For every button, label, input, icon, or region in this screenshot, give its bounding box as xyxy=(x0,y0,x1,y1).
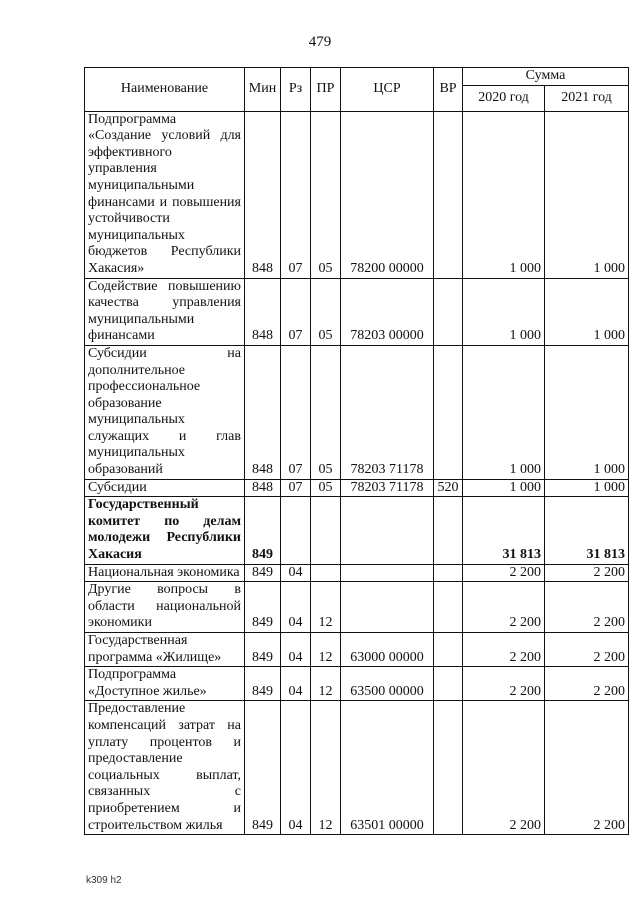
cell-vr xyxy=(434,701,463,835)
cell-sum-2021: 1 000 xyxy=(545,278,629,345)
cell-pr: 05 xyxy=(311,345,341,479)
cell-name: Содействие повышению качества управления муниципальными финансами xyxy=(85,278,245,345)
cell-sum-2020: 1 000 xyxy=(463,278,545,345)
cell-pr: 12 xyxy=(311,582,341,633)
cell-sum-2020: 31 813 xyxy=(463,497,545,564)
cell-rz: 04 xyxy=(281,633,311,667)
cell-sum-2020: 1 000 xyxy=(463,479,545,497)
cell-sum-2020: 2 200 xyxy=(463,701,545,835)
header-rz: Рз xyxy=(281,68,311,112)
header-pr: ПР xyxy=(311,68,341,112)
cell-vr xyxy=(434,278,463,345)
cell-csr xyxy=(341,564,434,582)
header-name: Наименование xyxy=(85,68,245,112)
cell-sum-2021: 2 200 xyxy=(545,582,629,633)
cell-name: Подпрограмма «Доступное жилье» xyxy=(85,667,245,701)
cell-sum-2021: 2 200 xyxy=(545,564,629,582)
cell-pr xyxy=(311,564,341,582)
cell-sum-2021: 2 200 xyxy=(545,633,629,667)
table-row xyxy=(85,582,629,633)
cell-vr xyxy=(434,633,463,667)
cell-min: 848 xyxy=(245,278,281,345)
cell-csr: 78203 71178 xyxy=(341,345,434,479)
cell-rz: 04 xyxy=(281,564,311,582)
cell-csr: 63500 00000 xyxy=(341,667,434,701)
cell-name: Другие вопросы в области национальной экономики xyxy=(85,582,245,633)
cell-pr: 12 xyxy=(311,701,341,835)
page-number: 479 xyxy=(308,34,332,50)
cell-min: 848 xyxy=(245,345,281,479)
table-row xyxy=(85,497,629,564)
table-body xyxy=(85,111,629,835)
header-year-2020: 2020 год xyxy=(463,85,545,111)
cell-name: Подпрограмма «Создание условий для эффективного управления муниципальными финансами и повышения устойчивости муниципальных бюджетов Республики Хакасия» xyxy=(85,111,245,278)
cell-csr: 78203 00000 xyxy=(341,278,434,345)
cell-rz: 04 xyxy=(281,582,311,633)
cell-rz: 07 xyxy=(281,345,311,479)
cell-vr xyxy=(434,582,463,633)
cell-rz: 04 xyxy=(281,701,311,835)
cell-sum-2020: 1 000 xyxy=(463,111,545,278)
cell-name: Предоставление компенсаций затрат на уплату процентов и предоставление социальных выплат, связанных с приобретением и строительством жилья xyxy=(85,701,245,835)
cell-vr xyxy=(434,564,463,582)
table-row xyxy=(85,564,629,582)
cell-vr xyxy=(434,345,463,479)
cell-min: 849 xyxy=(245,497,281,564)
cell-vr: 520 xyxy=(434,479,463,497)
table-row xyxy=(85,345,629,479)
table-row xyxy=(85,667,629,701)
cell-csr: 78203 71178 xyxy=(341,479,434,497)
cell-pr: 05 xyxy=(311,111,341,278)
budget-table xyxy=(84,67,629,835)
header-sum: Сумма xyxy=(463,68,629,86)
cell-sum-2021: 1 000 xyxy=(545,111,629,278)
cell-vr xyxy=(434,111,463,278)
cell-pr: 05 xyxy=(311,479,341,497)
cell-rz: 07 xyxy=(281,111,311,278)
cell-min: 849 xyxy=(245,582,281,633)
cell-sum-2020: 2 200 xyxy=(463,582,545,633)
cell-sum-2020: 1 000 xyxy=(463,345,545,479)
cell-min: 849 xyxy=(245,633,281,667)
cell-vr xyxy=(434,497,463,564)
cell-pr: 12 xyxy=(311,667,341,701)
cell-name: Государственная программа «Жилище» xyxy=(85,633,245,667)
header-min: Мин xyxy=(245,68,281,112)
table-row xyxy=(85,278,629,345)
cell-sum-2021: 1 000 xyxy=(545,479,629,497)
cell-rz: 04 xyxy=(281,667,311,701)
cell-min: 849 xyxy=(245,701,281,835)
header-vr: ВР xyxy=(434,68,463,112)
cell-sum-2020: 2 200 xyxy=(463,564,545,582)
cell-name: Государственный комитет по делам молодежи Республики Хакасия xyxy=(85,497,245,564)
cell-csr xyxy=(341,497,434,564)
cell-csr: 78200 00000 xyxy=(341,111,434,278)
cell-sum-2020: 2 200 xyxy=(463,633,545,667)
cell-name: Национальная экономика xyxy=(85,564,245,582)
cell-sum-2021: 2 200 xyxy=(545,701,629,835)
cell-rz: 07 xyxy=(281,278,311,345)
cell-name: Субсидии xyxy=(85,479,245,497)
cell-min: 848 xyxy=(245,479,281,497)
cell-min: 848 xyxy=(245,111,281,278)
cell-name: Субсидии на дополнительное профессиональное образование муниципальных служащих и глав муниципальных образований xyxy=(85,345,245,479)
cell-csr xyxy=(341,582,434,633)
cell-rz: 07 xyxy=(281,479,311,497)
table-row xyxy=(85,701,629,835)
cell-csr: 63000 00000 xyxy=(341,633,434,667)
cell-csr: 63501 00000 xyxy=(341,701,434,835)
cell-min: 849 xyxy=(245,667,281,701)
cell-sum-2021: 1 000 xyxy=(545,345,629,479)
cell-rz xyxy=(281,497,311,564)
cell-pr xyxy=(311,497,341,564)
table-row xyxy=(85,479,629,497)
cell-sum-2021: 2 200 xyxy=(545,667,629,701)
cell-sum-2021: 31 813 xyxy=(545,497,629,564)
cell-vr xyxy=(434,667,463,701)
cell-pr: 12 xyxy=(311,633,341,667)
table-row xyxy=(85,111,629,278)
cell-sum-2020: 2 200 xyxy=(463,667,545,701)
header-year-2021: 2021 год xyxy=(545,85,629,111)
cell-pr: 05 xyxy=(311,278,341,345)
cell-min: 849 xyxy=(245,564,281,582)
header-csr: ЦСР xyxy=(341,68,434,112)
table-row xyxy=(85,633,629,667)
footer-code: k309 h2 xyxy=(86,875,122,886)
